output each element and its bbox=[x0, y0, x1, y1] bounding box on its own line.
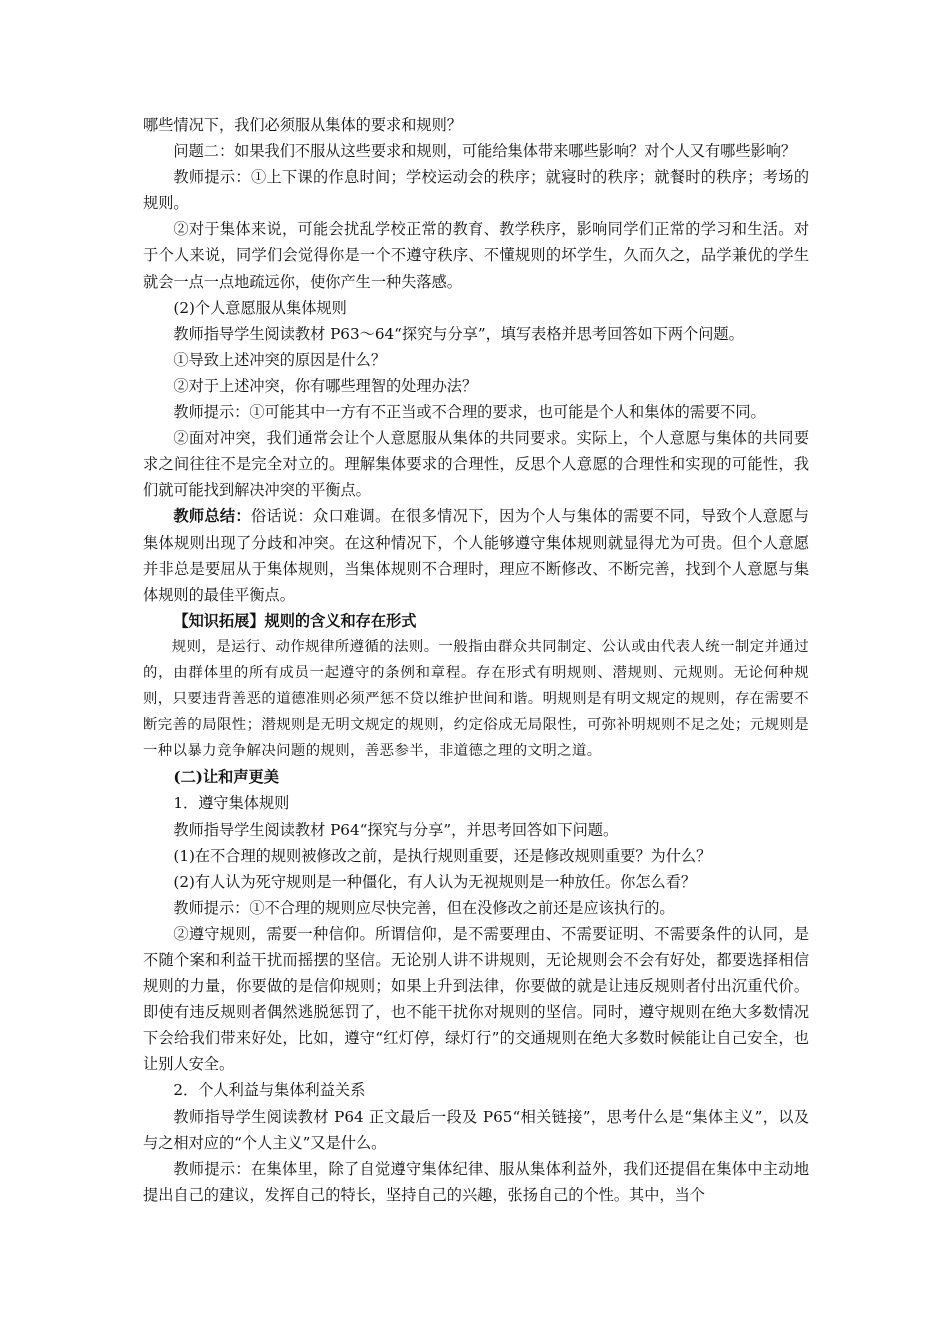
question: ②对于上述冲突，你有哪些理智的处理办法？ bbox=[173, 376, 478, 395]
subsection-heading: 2．个人利益与集体利益关系 bbox=[173, 1081, 366, 1100]
paragraph: 教师指导学生阅读教材 P64 正文最后一段及 P65“相关链接”，思考什么是“集体主义”，以及与之相对应的“个人主义”又是什么。 bbox=[143, 1107, 809, 1152]
paragraph: 哪些情况下，我们必须服从集体的要求和规则？ bbox=[143, 116, 462, 134]
paragraph: 教师提示：①上下课的作息时间；学校运动会的秩序；就寝时的秩序；就餐时的秩序；考场的规则。 bbox=[143, 168, 809, 213]
paragraph: ②对于集体来说，可能会扰乱学校正常的教育、教学秩序，影响同学们正常的学习和生活。对于个人来说，同学们会觉得你是一个不遵守秩序、不懂规则的坏学生，久而久之，品学兼优的学生就会一点一点地疏远你，使你产生一种失落感。 bbox=[143, 220, 809, 291]
question: (1)在不合理的规则被修改之前，是执行规则重要，还是修改规则重要？为什么？ bbox=[173, 846, 712, 865]
paragraph: 教师提示：在集体里，除了自觉遵守集体纪律、服从集体利益外，我们还提倡在集体中主动地提出自己的建议，发挥自己的特长，坚持自己的兴趣，张扬自己的个性。其中，当个 bbox=[143, 1159, 809, 1204]
paragraph: 问题二：如果我们不服从这些要求和规则，可能给集体带来哪些影响？对个人又有哪些影响？ bbox=[173, 142, 797, 161]
paragraph: 教师提示：①可能其中一方有不正当或不合理的要求，也可能是个人和集体的需要不同。 bbox=[173, 403, 766, 422]
subheading: (2)个人意愿服从集体规则 bbox=[173, 298, 347, 317]
paragraph: 教师指导学生阅读教材 P64“探究与分享”，并思考回答如下问题。 bbox=[173, 820, 619, 839]
document-page bbox=[143, 112, 809, 1208]
question: ①导致上述冲突的原因是什么？ bbox=[173, 350, 387, 369]
question: (2)有人认为死守规则是一种僵化，有人认为无视规则是一种放任。你怎么看？ bbox=[173, 872, 697, 891]
summary-text: 俗话说：众口难调。在很多情况下，因为个人与集体的需要不同，导致个人意愿与集体规则出现了分歧和冲突。在这种情况下，个人能够遵守集体规则就显得尤为可贵。但个人意愿并非总是要屈从于集体规则，当集体规则不合理时，理应不断修改、不断完善，找到个人意愿与集体规则的最佳平衡点。 bbox=[143, 507, 810, 604]
paragraph: ②面对冲突，我们通常会让个人意愿服从集体的共同要求。实际上，个人意愿与集体的共同要求之间往往不是完全对立的。理解集体要求的合理性，反思个人意愿的合理性和实现的可能性，我们就可能找到解决冲突的平衡点。 bbox=[143, 429, 809, 500]
section-heading: (二)让和声更美 bbox=[173, 768, 279, 787]
extension-heading: 【知识拓展】规则的含义和存在形式 bbox=[173, 611, 417, 630]
summary-label: 教师总结： bbox=[173, 507, 251, 526]
teacher-summary bbox=[143, 503, 809, 607]
paragraph: 教师指导学生阅读教材 P63～64“探究与分享”，填写表格并思考回答如下两个问题。 bbox=[173, 324, 744, 343]
subsection-heading: 1．遵守集体规则 bbox=[173, 794, 290, 813]
extension-text: 规则，是运行、动作规律所遵循的法则。一般指由群众共同制定、公认或由代表人统一制定并通过的，由群体里的所有成员一起遵守的条例和章程。存在形式有明规则、潜规则、元规则。无论何种规则，只要违背善恶的道德准则必须严惩不贷以维护世间和谐。明规则是有明文规定的规则，存在需要不断完善的局限性；潜规则是无明文规定的规则，约定俗成无局限性，可弥补明规则不足之处；元规则是一种以暴力竞争解决问题的规则，善恶参半，非道德之理的文明之道。 bbox=[143, 638, 809, 760]
paragraph: ②遵守规则，需要一种信仰。所谓信仰，是不需要理由、不需要证明、不需要条件的认同，是不随个案和利益干扰而摇摆的坚信。无论别人讲不讲规则，无论规则会不会有好处，都要选择相信规则的力量，你要做的是信仰规则；如果上升到法律，你要做的就是让违反规则者付出沉重代价。即使有违反规则者偶然逃脱惩罚了，也不能干扰你对规则的坚信。同时，遵守规则在绝大多数情况下会给我们带来好处，比如，遵守“红灯停，绿灯行”的交通规则在绝大多数时候能让自己安全，也让别人安全。 bbox=[143, 924, 809, 1074]
paragraph: 教师提示：①不合理的规则应尽快完善，但在没修改之前还是应该执行的。 bbox=[173, 898, 675, 917]
